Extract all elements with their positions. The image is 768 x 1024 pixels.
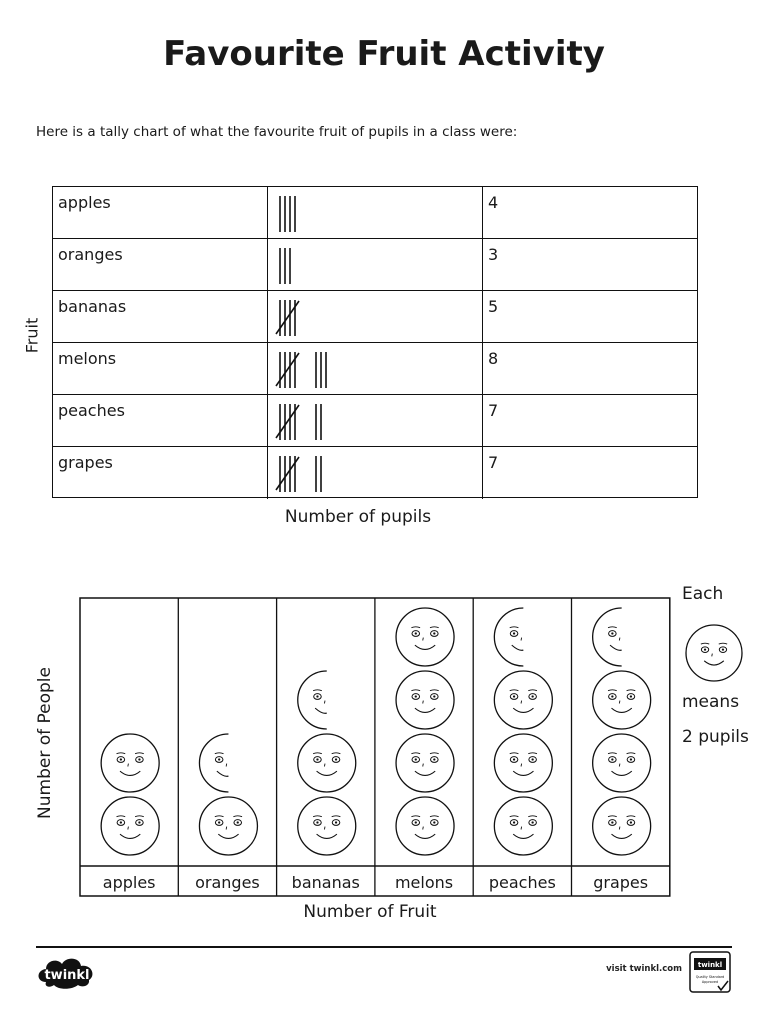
- tally-cell: [268, 187, 483, 238]
- svg-text:Quality Standard: Quality Standard: [695, 975, 725, 979]
- key-each-label: Each: [682, 584, 724, 604]
- smiley-face-icon: [494, 734, 552, 792]
- smiley-face-icon: [199, 797, 257, 855]
- count-cell: 7: [488, 401, 499, 420]
- tally-marks: [268, 447, 483, 499]
- tally-table: [52, 186, 698, 498]
- tally-marks: [268, 239, 483, 291]
- tally-cell: [268, 395, 483, 446]
- smiley-face-icon: [593, 734, 651, 792]
- key-means-label: means: [682, 692, 740, 712]
- half-smiley-face-icon: [298, 671, 327, 729]
- tally-marks: [268, 291, 483, 343]
- smiley-face-icon: [101, 797, 159, 855]
- tally-marks: [268, 343, 483, 395]
- smiley-face-icon: [396, 608, 454, 666]
- smiley-face-icon: [396, 797, 454, 855]
- smiley-face-icon: [494, 671, 552, 729]
- fruit-cell: peaches: [53, 395, 268, 446]
- smiley-face-icon: [686, 625, 742, 681]
- half-smiley-face-icon: [593, 608, 622, 666]
- key-smiley-face-icon: [683, 622, 745, 684]
- count-cell: 5: [488, 297, 499, 316]
- smiley-face-icon: [593, 671, 651, 729]
- page-title: Favourite Fruit Activity: [163, 34, 605, 74]
- category-label: oranges: [195, 873, 260, 892]
- tally-y-axis-label: Fruit: [22, 317, 42, 354]
- visit-link[interactable]: visit twinkl.com: [606, 964, 682, 974]
- fruit-cell: melons: [53, 343, 268, 394]
- smiley-face-icon: [298, 734, 356, 792]
- tally-marks: [268, 187, 483, 239]
- smiley-face-icon: [298, 797, 356, 855]
- quality-badge-icon: [688, 950, 734, 996]
- svg-text:twinkl: twinkl: [697, 961, 723, 969]
- count-cell: 7: [488, 453, 499, 472]
- tally-cell: [268, 343, 483, 394]
- intro-text: Here is a tally chart of what the favourite fruit of pupils in a class were:: [36, 124, 518, 140]
- table-row: [53, 239, 697, 291]
- table-row: [53, 291, 697, 343]
- smiley-face-icon: [396, 671, 454, 729]
- tally-cell: [268, 447, 483, 499]
- smiley-face-icon: [593, 797, 651, 855]
- table-row: [53, 395, 697, 447]
- svg-text:twinkl: twinkl: [44, 968, 90, 983]
- svg-text:Approved: Approved: [701, 980, 719, 984]
- category-label: peaches: [488, 873, 556, 892]
- count-cell: 8: [488, 349, 499, 368]
- fruit-cell: bananas: [53, 291, 268, 342]
- category-label: melons: [394, 873, 454, 892]
- table-row: [53, 187, 697, 239]
- pictogram-chart: [0, 560, 768, 900]
- category-label: grapes: [593, 873, 649, 892]
- tally-cell: [268, 239, 483, 290]
- tally-cell: [268, 291, 483, 342]
- pictogram-x-axis-label: Number of Fruit: [303, 902, 437, 922]
- tally-x-axis-label: Number of pupils: [284, 507, 432, 527]
- key-value-label: 2 pupils: [682, 727, 749, 747]
- count-cell: 3: [488, 245, 499, 264]
- category-label: bananas: [291, 873, 360, 892]
- smiley-face-icon: [494, 797, 552, 855]
- table-row: [53, 343, 697, 395]
- category-label: apples: [102, 873, 156, 892]
- half-smiley-face-icon: [199, 734, 228, 792]
- tally-marks: [268, 395, 483, 447]
- twinkl-logo[interactable]: [34, 952, 100, 992]
- fruit-cell: oranges: [53, 239, 268, 290]
- smiley-face-icon: [396, 734, 454, 792]
- fruit-cell: apples: [53, 187, 268, 238]
- table-row: [53, 447, 697, 499]
- smiley-face-icon: [101, 734, 159, 792]
- footer-divider: [36, 946, 732, 948]
- fruit-cell: grapes: [53, 447, 268, 499]
- pictogram-y-axis-label: Number of People: [35, 667, 55, 819]
- count-cell: 4: [488, 193, 499, 212]
- half-smiley-face-icon: [494, 608, 523, 666]
